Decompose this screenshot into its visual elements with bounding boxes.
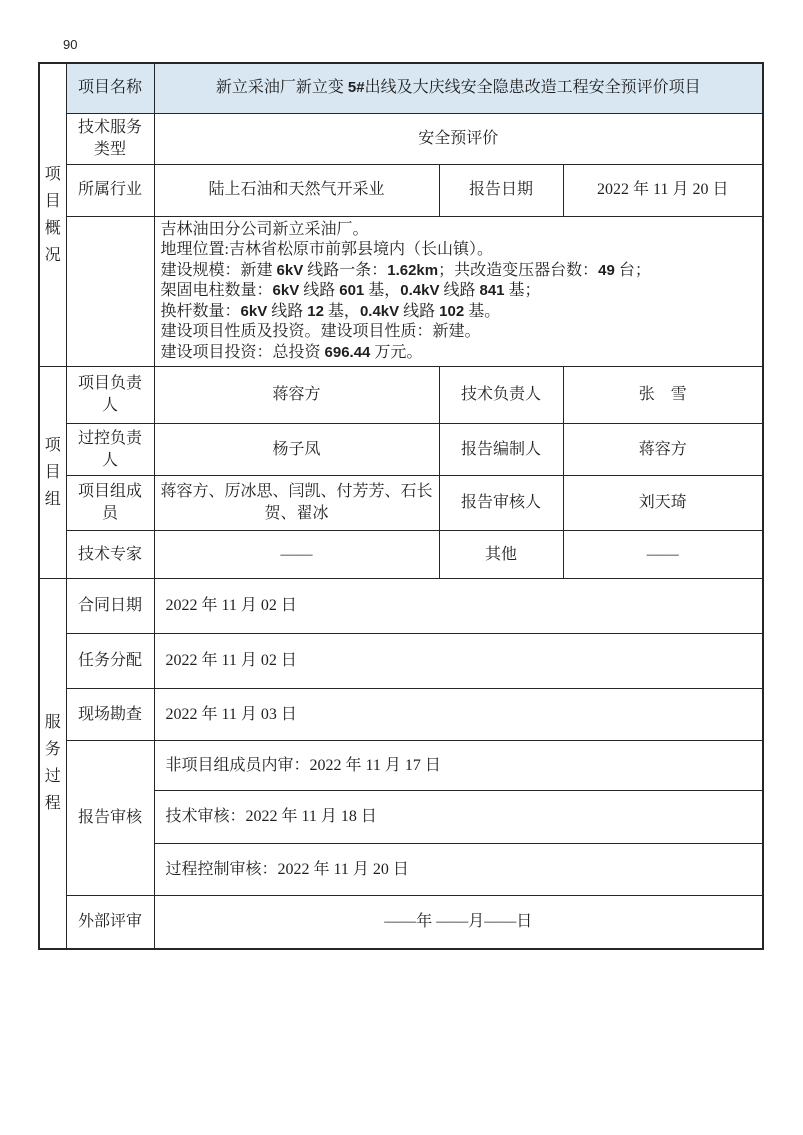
process-control-leader-label: 过控负责人	[66, 424, 154, 476]
report-reviewer-label: 报告审核人	[439, 476, 563, 531]
contract-date-label: 合同日期	[66, 579, 154, 634]
technical-expert-value: ——	[154, 531, 439, 579]
project-name-label: 项目名称	[66, 63, 154, 113]
industry-label: 所属行业	[66, 164, 154, 216]
technical-leader-value: 张 雪	[563, 367, 763, 424]
report-review-label: 报告审核	[66, 741, 154, 896]
external-review-value: ——年 ——月——日	[154, 896, 763, 949]
other-value: ——	[563, 531, 763, 579]
project-description-cell	[154, 216, 763, 367]
page-number: 90	[63, 37, 78, 52]
team-members-label: 项目组成员	[66, 476, 154, 531]
report-author-label: 报告编制人	[439, 424, 563, 476]
description-line-investment: 建设项目投资：总投资 696.44 万元。	[160, 343, 423, 361]
description-line-replaced-poles: 换杆数量：6kV 线路 12 基，0.4kV 线路 102 基。	[160, 302, 501, 320]
technical-review-value: 技术审核：2022 年 11 月 18 日	[154, 791, 763, 844]
section-overview-header: 项目概况	[39, 63, 66, 367]
service-type-label: 技术服务类型	[66, 113, 154, 164]
report-date-value: 2022 年 11 月 20 日	[563, 164, 763, 216]
project-info-table	[38, 62, 764, 950]
section-process-header: 服务过程	[39, 579, 66, 949]
report-reviewer-value: 刘天琦	[563, 476, 763, 531]
other-label: 其他	[439, 531, 563, 579]
project-leader-value: 蒋容方	[154, 367, 439, 424]
report-date-label: 报告日期	[439, 164, 563, 216]
external-review-label: 外部评审	[66, 896, 154, 949]
project-leader-label: 项目负责人	[66, 367, 154, 424]
task-assignment-value: 2022 年 11 月 02 日	[154, 634, 763, 689]
site-survey-label: 现场勘查	[66, 689, 154, 741]
internal-review-value: 非项目组成员内审：2022 年 11 月 17 日	[154, 741, 763, 791]
section-team-header: 项目组	[39, 367, 66, 579]
task-assignment-label: 任务分配	[66, 634, 154, 689]
description-line-location: 地理位置:吉林省松原市前郭县境内（长山镇）。	[160, 241, 493, 258]
description-line-scale: 建设规模：新建 6kV 线路一条：1.62km；共改造变压器台数：49 台；	[160, 261, 651, 279]
description-line-company: 吉林油田分公司新立采油厂。	[160, 220, 369, 238]
contract-date-value: 2022 年 11 月 02 日	[154, 579, 763, 634]
process-control-review-value: 过程控制审核：2022 年 11 月 20 日	[154, 844, 763, 896]
description-line-poles: 架固电柱数量：6kV 线路 601 基，0.4kV 线路 841 基；	[160, 282, 541, 299]
technical-expert-label: 技术专家	[66, 531, 154, 579]
project-name-value: 新立采油厂新立变 5#出线及大庆线安全隐患改造工程安全预评价项目	[154, 63, 763, 113]
team-members-value: 蒋容方、厉冰思、闫凯、付芳芳、石长贺、翟冰	[154, 476, 439, 531]
process-control-leader-value: 杨子凤	[154, 424, 439, 476]
site-survey-value: 2022 年 11 月 03 日	[154, 689, 763, 741]
description-line-nature: 建设项目性质及投资。建设项目性质：新建。	[160, 323, 481, 340]
service-type-value: 安全预评价	[154, 113, 763, 164]
technical-leader-label: 技术负责人	[439, 367, 563, 424]
description-spacer-cell	[66, 216, 154, 367]
industry-value: 陆上石油和天然气开采业	[154, 164, 439, 216]
report-author-value: 蒋容方	[563, 424, 763, 476]
